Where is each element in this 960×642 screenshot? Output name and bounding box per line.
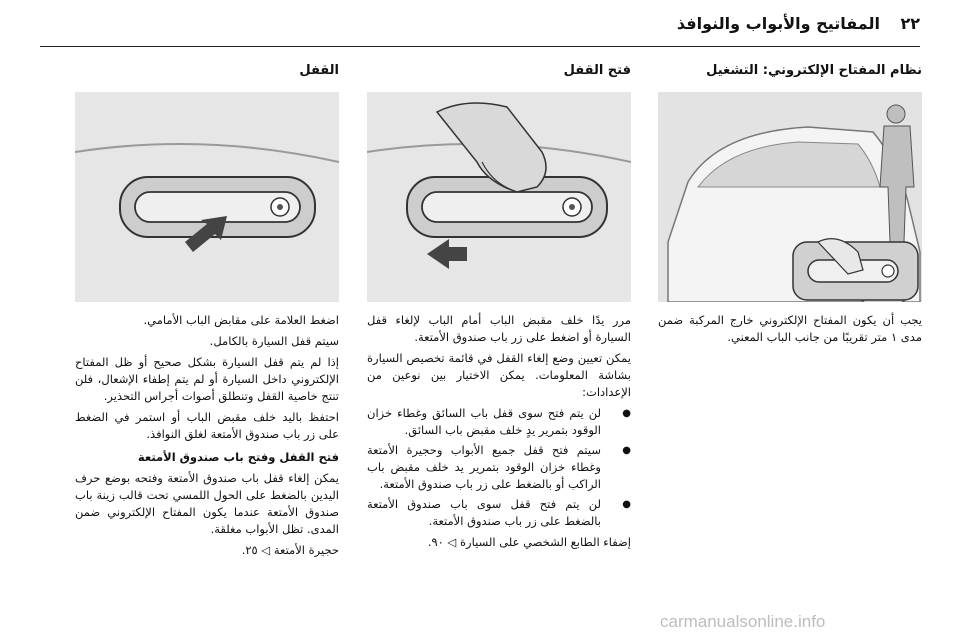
illustration-person-approaching-car (658, 92, 922, 302)
list-item: ● سيتم فتح قفل جميع الأبواب وحجيرة الأمتعة وغطاء خزان الوقود بتمرير يد خلف مقبض باب الراكب أو بالضغط على زر باب صندوق الأمتعة. (367, 442, 631, 493)
list-item: ● لن يتم فتح سوى قفل باب السائق وغطاء خزان الوقود بتمرير يدٍ خلف مقبض باب السائق. (367, 405, 631, 439)
list-item: ● لن يتم فتح قفل سوى باب صندوق الأمتعة بالضغط على زر باب صندوق الأمتعة. (367, 496, 631, 530)
cross-reference-personalization[interactable]: إضفاء الطابع الشخصي على السيارة ◁ ٩٠. (427, 535, 631, 549)
illustration-press-handle (75, 92, 339, 302)
unlocking-p1: مرر يدًا خلف مقبض الباب أمام الباب لإلغاء قفل السيارة أو اضغط على زر باب صندوق الأمتعة. (367, 313, 631, 344)
header-rule (40, 46, 920, 47)
locking-p5: يمكن إلغاء قفل باب صندوق الأمتعة وفتحه بوضع حرف اليدين بالضغط على الحول اللمسي تحت قالب زينة باب صندوق الأمتعة عندما يكون المفتاح الإلكتروني ضمن المدى. تظل الأبواب مغلقة. (75, 471, 339, 536)
locking-p4: احتفظ باليد خلف مقبض الباب أو استمر في الضغط على زر باب صندوق الأمتعة لغلق النوافذ. (75, 410, 339, 441)
section-title-operation: نظام المفتاح الإلكتروني: التشغيل (706, 63, 922, 78)
column-operation (658, 62, 922, 632)
unlocking-p2: يمكن تعيين وضع إلغاء القفل في قائمة تخصيص السيارة بشاشة المعلومات. يمكن الاختيار بين نوعين من الإعدادات: (367, 351, 631, 399)
locking-text (75, 312, 339, 559)
cross-reference-load-compartment[interactable]: حجيرة الأمتعة ◁ ٢٥. (241, 543, 339, 557)
page-header (40, 14, 920, 40)
watermark: carmanualsonline.info (660, 612, 826, 631)
unlock-settings-list (367, 405, 631, 530)
unlocking-text (367, 312, 631, 551)
section-title-locking: القفل (299, 63, 339, 78)
section-title-unlocking: فتح القفل (563, 63, 631, 78)
column-unlocking (367, 62, 631, 632)
column-locking (75, 62, 339, 632)
page-number: ٢٢ (900, 14, 920, 33)
subsection-title-tailgate: فتح القفل وفتح باب صندوق الأمتعة (137, 450, 339, 464)
operation-paragraph: يجب أن يكون المفتاح الإلكتروني خارج المركبة ضمن مدى ١ متر تقريبًا من جانب الباب المعني. (658, 313, 922, 344)
operation-text (658, 312, 922, 346)
illustration-hand-behind-handle (367, 92, 631, 302)
locking-p1: اضغط العلامة على مقابض الباب الأمامي. (143, 313, 339, 327)
locking-p3: إذا لم يتم قفل السيارة بشكل صحيح أو ظل المفتاح الإلكتروني داخل السيارة أو لم يتم إطفاء الإشعال، فلن تنتج خاصية القفل وتنطلق أصوات أجراس التحذير. (75, 355, 339, 403)
locking-p2: سيتم قفل السيارة بالكامل. (209, 334, 339, 348)
chapter-title: المفاتيح والأبواب والنوافذ (676, 14, 880, 33)
